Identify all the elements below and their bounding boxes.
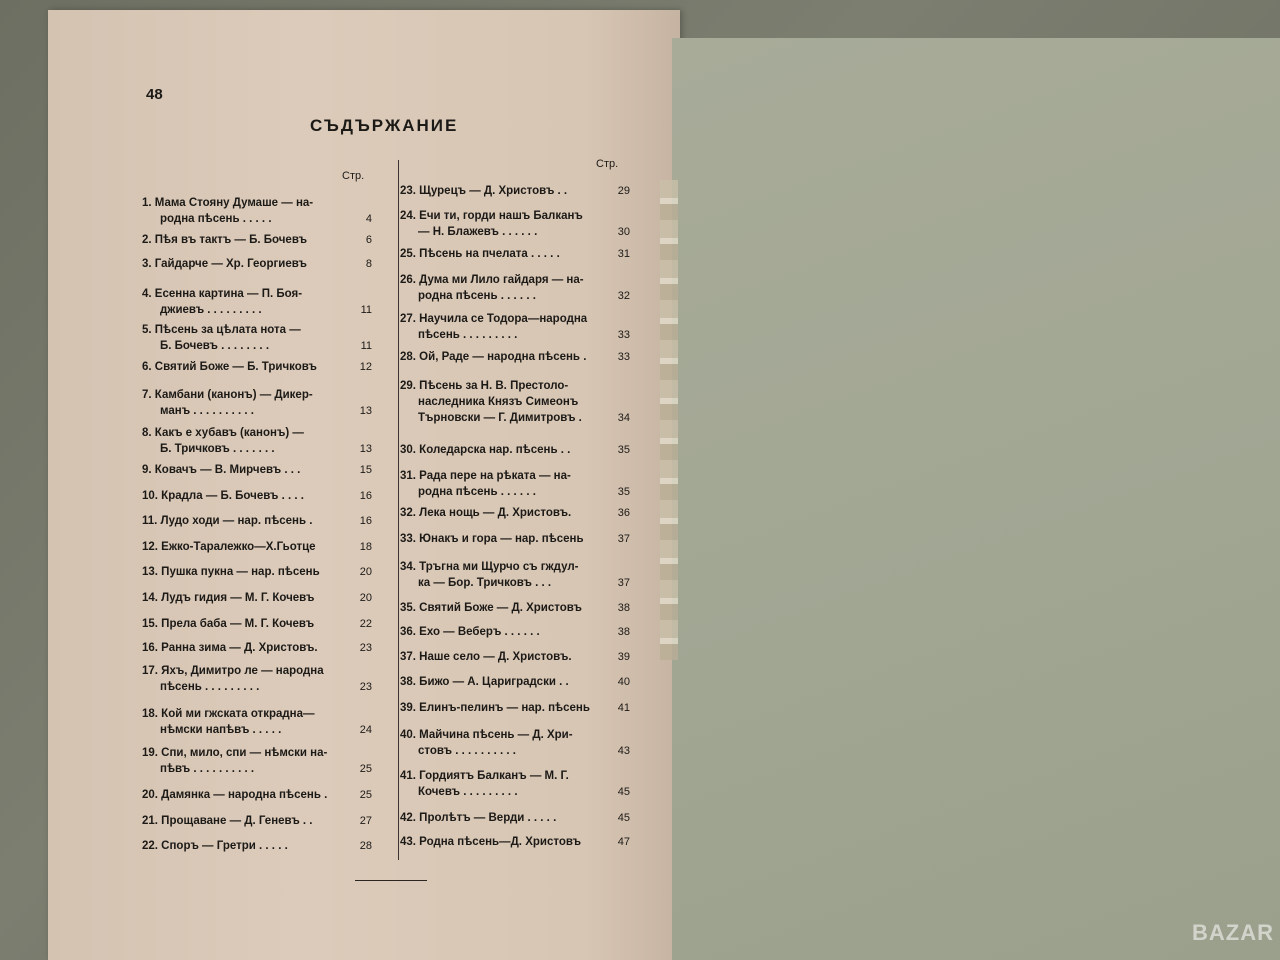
toc-entry xyxy=(142,745,372,777)
toc-entry-page: 24 xyxy=(359,724,372,736)
toc-entry-text: 43. Родна пѣсень—Д. Христовъ xyxy=(400,836,582,848)
toc-entry-page: 20 xyxy=(359,566,372,578)
toc-entry xyxy=(142,322,372,354)
toc-entry xyxy=(142,616,372,632)
toc-entry-text: 22. Споръ — Гретри . . . . . xyxy=(142,840,288,852)
toc-entry-text: 15. Прела баба — М. Г. Кочевъ xyxy=(142,618,315,630)
page-number: 48 xyxy=(146,86,163,103)
toc-entry-page: 41 xyxy=(617,702,630,714)
toc-entry-text: 25. Пѣсень на пчелата . . . . . xyxy=(400,248,560,260)
toc-entry xyxy=(142,256,372,272)
toc-entry xyxy=(400,208,630,240)
toc-entry-text: ка — Бор. Тричковъ . . . xyxy=(418,577,552,589)
toc-entry xyxy=(400,468,630,500)
toc-entry-text: 30. Коледарска нар. пѣсень . . xyxy=(400,444,571,456)
toc-entry-text: 19. Спи, мило, спи — нѣмски на- xyxy=(142,747,328,759)
toc-entry xyxy=(400,378,630,426)
toc-entry-text: 20. Дамянка — народна пѣсень . xyxy=(142,789,328,801)
toc-entry-text: 26. Дума ми Лило гайдаря — на- xyxy=(400,274,584,286)
toc-entry-page: 39 xyxy=(617,651,630,663)
toc-entry-text: 12. Ежко-Таралежко—Х.Гьотце xyxy=(142,541,316,553)
toc-entry-text: 39. Елинъ-пелинъ — нар. пѣсень xyxy=(400,702,590,714)
toc-entry-page: 33 xyxy=(617,351,630,363)
toc-entry-text: 29. Пѣсень за Н. В. Престоло- xyxy=(400,380,569,392)
toc-entry-text: 42. Пролѣтъ — Верди . . . . . xyxy=(400,812,557,824)
toc-entry-text: родна пѣсень . . . . . . xyxy=(418,486,536,498)
toc-entry-page: 13 xyxy=(359,443,372,455)
toc-entry-page: 29 xyxy=(617,185,630,197)
toc-entry-page: 40 xyxy=(617,676,630,688)
toc-entry xyxy=(142,195,372,227)
toc-entry-text: 11. Лудо ходи — нар. пѣсень . xyxy=(142,515,313,527)
toc-entry-page: 45 xyxy=(617,786,630,798)
right-column-header: Стр. xyxy=(596,158,619,170)
toc-entry-text: родна пѣсень . . . . . . xyxy=(418,290,536,302)
toc-entry-page: 25 xyxy=(359,763,372,775)
watermark-logo: BAZAR xyxy=(1192,920,1274,945)
toc-entry-page: 38 xyxy=(617,626,630,638)
toc-entry-page: 20 xyxy=(359,592,372,604)
left-column-header: Стр. xyxy=(342,170,365,182)
toc-entry-text: 38. Бижо — А. Цариградски . . xyxy=(400,676,569,688)
toc-entry-text: 34. Тръгна ми Щурчо съ гждул- xyxy=(400,561,579,573)
toc-entry-page: 35 xyxy=(617,444,630,456)
toc-entry-text: 36. Ехо — Веберъ . . . . . . xyxy=(400,626,540,638)
toc-entry-text: стовъ . . . . . . . . . . xyxy=(418,745,516,757)
toc-entry xyxy=(400,183,630,199)
toc-entry-page: 33 xyxy=(617,329,630,341)
toc-entry-text: джиевъ . . . . . . . . . xyxy=(160,304,262,316)
toc-entry xyxy=(400,311,630,343)
page-title: СЪДЪРЖАНИЕ xyxy=(310,116,459,135)
toc-entry-text: пѣсень . . . . . . . . . xyxy=(418,329,518,341)
toc-entry-page: 47 xyxy=(617,836,630,848)
toc-entry-text: 13. Пушка пукна — нар. пѣсень xyxy=(142,566,320,578)
toc-entry xyxy=(142,838,372,854)
toc-entry-page: 28 xyxy=(359,840,372,852)
toc-entry xyxy=(400,700,630,716)
toc-entry-page: 22 xyxy=(359,618,372,630)
toc-entry-text: — Н. Блажевъ . . . . . . xyxy=(418,226,538,238)
toc-entry xyxy=(142,706,372,738)
toc-entry xyxy=(400,834,630,850)
toc-entry xyxy=(142,813,372,829)
toc-entry-page: 25 xyxy=(359,789,372,801)
toc-entry xyxy=(400,531,630,547)
toc-entry-page: 32 xyxy=(617,290,630,302)
toc-entry-text: 17. Яхъ, Димитро ле — народна xyxy=(142,665,324,677)
toc-entry-page: 23 xyxy=(359,642,372,654)
toc-entry xyxy=(142,640,372,656)
toc-entry xyxy=(142,564,372,580)
toc-entry-page: 6 xyxy=(365,234,372,246)
toc-entry xyxy=(142,513,372,529)
toc-entry-text: пѣсень . . . . . . . . . xyxy=(160,681,260,693)
toc-entry-text: пѣвъ . . . . . . . . . . xyxy=(160,763,255,775)
right-page xyxy=(672,38,1280,960)
toc-entry-text: нѣмски напѣвъ . . . . . xyxy=(160,724,282,736)
toc-entry-text: 24. Ечи ти, горди нашъ Балканъ xyxy=(400,210,583,222)
toc-entry-text: 16. Ранна зима — Д. Христовъ. xyxy=(142,642,318,654)
toc-entry xyxy=(142,425,372,457)
toc-entry-text: 4. Есенна картина — П. Боя- xyxy=(142,288,303,300)
toc-entry-page: 36 xyxy=(617,507,630,519)
toc-entry xyxy=(142,462,372,478)
toc-entry-text: 35. Святий Боже — Д. Христовъ xyxy=(400,602,582,614)
toc-entry-page: 27 xyxy=(359,815,372,827)
toc-entry-page: 15 xyxy=(359,464,372,476)
book-spine xyxy=(660,180,678,660)
toc-entry-text: 10. Крадла — Б. Бочевъ . . . . xyxy=(142,490,304,502)
toc-entry-text: Търновски — Г. Димитровъ . xyxy=(418,412,582,424)
toc-entry xyxy=(400,600,630,616)
toc-entry-page: 23 xyxy=(359,681,372,693)
toc-entry-page: 11 xyxy=(360,340,372,352)
toc-entry-text: наследника Князъ Симеонъ xyxy=(418,396,579,408)
toc-entry xyxy=(142,232,372,248)
toc-entry-text: 37. Наше село — Д. Христовъ. xyxy=(400,651,572,663)
toc-entry-text: 31. Рада пере на рѣката — на- xyxy=(400,470,571,482)
toc-entry xyxy=(142,539,372,555)
toc-entry-page: 34 xyxy=(617,412,630,424)
toc-entry-page: 4 xyxy=(365,213,372,225)
toc-entry-page: 16 xyxy=(359,515,372,527)
toc-entry-text: 41. Гордиятъ Балканъ — М. Г. xyxy=(400,770,569,782)
toc-entry-page: 30 xyxy=(617,226,630,238)
toc-entry-text: 2. Пѣя въ тактъ — Б. Бочевъ xyxy=(142,234,307,246)
toc-entry-text: 23. Щурецъ — Д. Христовъ . . xyxy=(400,185,568,197)
toc-entry xyxy=(400,674,630,690)
toc-entry xyxy=(400,246,630,262)
toc-entry-text: 5. Пѣсень за цѣлата нота — xyxy=(142,324,301,336)
toc-entry-page: 18 xyxy=(359,541,372,553)
end-rule xyxy=(355,880,427,881)
toc-entry-text: 3. Гайдарче — Хр. Георгиевъ xyxy=(142,258,307,270)
toc-entry xyxy=(400,649,630,665)
toc-entry-page: 13 xyxy=(359,405,372,417)
toc-entry-page: 43 xyxy=(617,745,630,757)
toc-entry-text: Б. Тричковъ . . . . . . . xyxy=(160,443,275,455)
toc-entry-text: Кочевъ . . . . . . . . . xyxy=(418,786,518,798)
toc-entry-page: 12 xyxy=(359,361,372,373)
toc-entry-text: 27. Научила се Тодора—народна xyxy=(400,313,588,325)
toc-entry-page: 38 xyxy=(617,602,630,614)
toc-entry-text: 7. Камбани (канонъ) — Дикер- xyxy=(142,389,313,401)
toc-entry xyxy=(400,349,630,365)
toc-entry-page: 16 xyxy=(359,490,372,502)
toc-entry-text: 6. Святий Боже — Б. Тричковъ xyxy=(142,361,317,373)
toc-entry-text: 33. Юнакъ и гора — нар. пѣсень xyxy=(400,533,584,545)
toc-entry-page: 45 xyxy=(617,812,630,824)
toc-entry xyxy=(142,488,372,504)
toc-entry-page: 37 xyxy=(617,533,630,545)
toc-entry xyxy=(142,590,372,606)
toc-entry xyxy=(400,442,630,458)
toc-entry-text: 1. Мама Стояну Думаше — на- xyxy=(142,197,314,209)
toc-entry-text: 28. Ой, Раде — народна пѣсень . xyxy=(400,351,587,363)
toc-entry-text: 40. Майчина пѣсень — Д. Хри- xyxy=(400,729,573,741)
toc-entry xyxy=(400,624,630,640)
toc-entry-text: родна пѣсень . . . . . xyxy=(160,213,272,225)
column-divider xyxy=(398,160,399,860)
toc-entry xyxy=(400,272,630,304)
toc-entry-page: 11 xyxy=(360,304,372,316)
toc-entry xyxy=(142,663,372,695)
toc-entry-page: 31 xyxy=(617,248,630,260)
toc-entry-text: 14. Лудъ гидия — М. Г. Кочевъ xyxy=(142,592,315,604)
toc-entry-text: манъ . . . . . . . . . . xyxy=(160,405,254,417)
toc-entry-text: 21. Прощаване — Д. Геневъ . . xyxy=(142,815,313,827)
toc-entry xyxy=(142,787,372,803)
toc-entry xyxy=(400,810,630,826)
toc-entry-page: 37 xyxy=(617,577,630,589)
toc-entry xyxy=(400,505,630,521)
toc-entry-page: 35 xyxy=(617,486,630,498)
toc-entry-page: 8 xyxy=(365,258,372,270)
toc-entry-text: Б. Бочевъ . . . . . . . . xyxy=(160,340,270,352)
toc-entry-text: 18. Кой ми гжската открадна— xyxy=(142,708,315,720)
toc-entry-text: 9. Ковачъ — В. Мирчевъ . . . xyxy=(142,464,301,476)
toc-entry-text: 8. Какъ е хубавъ (канонъ) — xyxy=(142,427,304,439)
toc-entry xyxy=(400,727,630,759)
toc-entry xyxy=(142,286,372,318)
toc-entry xyxy=(400,559,630,591)
toc-entry xyxy=(400,768,630,800)
toc-entry xyxy=(142,387,372,419)
toc-entry-text: 32. Лека нощь — Д. Христовъ. xyxy=(400,507,572,519)
toc-entry xyxy=(142,359,372,375)
